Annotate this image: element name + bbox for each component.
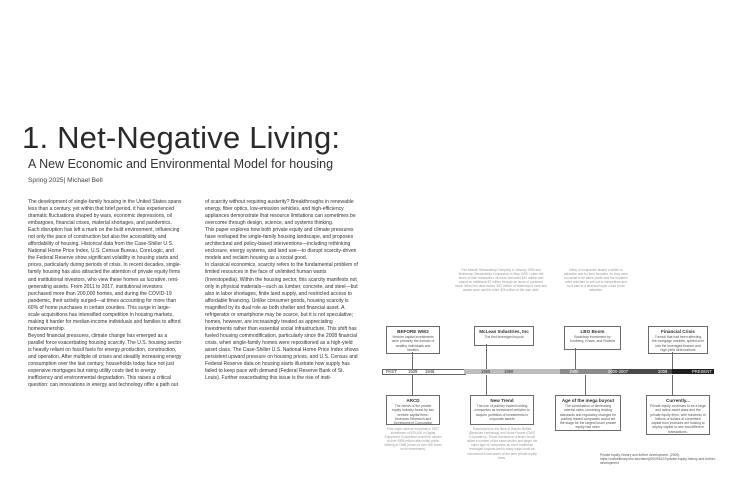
timeline-note: First major venture investment: 1957 investment of $70,000 in Digital Equipment Corporation would be valued at over $355 million after initial public offering in 1968 (return of over 500 times on its investment).: [384, 427, 442, 452]
timeline-note: Pan Atlantic Stewardship Company in January 1955 and Mckerman Stewardship Corporation in May 1955. Under the terms of their transaction, McLean borrowed $42 million and raised an additional $7 million through an issue of preferred stock. When the deal closed, $20 million of Waterman's cash and assets were used to retire $25 million of the loan debt.: [455, 268, 547, 293]
page-subtitle: A New Economic and Environmental Model for housing: [28, 157, 334, 171]
timeline-event-new-trend: [470, 395, 534, 425]
timeline-label-1960: 1960: [504, 369, 514, 374]
connector-line: [412, 375, 413, 395]
connector-line: [585, 375, 586, 395]
paragraph: This paper explores how both private equity and climate pressures have reshaped the single-family housing landscape, and proposes architectural and policy-based interventions—including rethinking enclosure, energy systems, and land use—to disrupt scarcity-driven models and reclaim housing as a social good.: [205, 227, 357, 262]
event-description: Turmoil that had been affecting the mortgage markets, spilled over into the leveraged finance and high-yield debt markets: [652, 335, 705, 352]
connector-line: [486, 375, 487, 395]
timeline-event-mclean: [474, 326, 534, 346]
event-title: BEFORE WW2: [397, 329, 429, 334]
timeline-note: Many of companies lacked a stable or attractive and for their founders, so they were too small to be taken public and the founders were reluctant to sell out to competitors and so a sale to a financial buyer could prove attractive.: [564, 268, 628, 293]
connector-line: [672, 375, 673, 395]
connector-line: [672, 352, 673, 369]
timeline-event-financial-crisis: [648, 326, 708, 354]
event-title: Currently...: [666, 398, 690, 403]
paragraph: Beyond financial pressures, climate change has emerged as a parallel force exacerbating housing scarcity. The U.S. housing sector is heavily reliant on fossil fuels for energy production, construction, and operation. After multiple oil crises and steadily increasing energy consumption over the last century, households today face not just expensive mortgages but rising utility costs tied to energy inefficiency and environmental degradation. This raises a critical question: can innovations in energy and technology offer a path out: [28, 332, 182, 389]
timeline-bar-segment: [560, 369, 612, 374]
event-title: Age of the mega buyout: [561, 398, 615, 403]
timeline-label-1939: 1939: [408, 369, 418, 374]
timeline-label-2008: 2008: [658, 369, 668, 374]
event-description: The combination of decreasing interest rates, loosening lending standards and regulatory changes for publicly traded companies would set the stage for the largest boom private equity had seen.: [559, 404, 617, 430]
event-description: The first leveraged buyout: [484, 335, 524, 339]
timeline-label-1946: 1946: [425, 369, 435, 374]
paragraph: of scarcity without requiring austerity? Breakthroughs in renewable energy, fiber optics, low-emission vehicles, and high-efficiency appliances demonstrate that resource limitations can sometimes be overcome through design, science, and systems thinking.: [205, 199, 356, 227]
paragraph: The development of single-family housing in the United States spans less than a century, yet within that brief period, it has experienced dramatic fluctuations shaped by wars, economic depressions, oil embargoes, financial crises, material shortages, and pandemics. Each disruption has left a mark on the built environment, influencing not only the pace of construction but also the accessibility and affordability of housing. Historical data from the Case-Shiller U.S. National Home Price Index, U.S. Census Bureau, CoreLogic, and the Federal Reserve show significant volatility in housing starts and prices, particularly during periods of crisis. In recent decades, single-family housing has also attracted the attention of private equity firms and institutional investors, who view these homes as lucrative, rent-generating assets. From 2011 to 2017, institutional investors purchased more than 200,000 homes, and during the COVID-19 pandemic, their activity surged—at times accounting for more than 60% of home purchases in certain counties. This surge in large-scale acquisitions has intensified competition in housing markets, making it harder for median-income individuals and families to afford homeownership.: [28, 199, 182, 332]
event-title: McLean Industries, Inc: [479, 329, 529, 334]
timeline-label-1955: 1955: [481, 369, 491, 374]
timeline-label-past: PAST: [386, 369, 397, 374]
timeline-note: Popularized by the likes of Warren Buffett (Berkshire Hathaway) and Victor Posner (DWG Corporation). These investment vehicles would utilize a number of the same tactics and target the same type of companies as more traditional leveraged buyouts and in many ways could be considered a forerunner of the later private equity firms.: [466, 427, 538, 460]
event-title: New Trend: [490, 398, 514, 403]
connector-line: [486, 344, 487, 369]
timeline-label-1980: 1980: [569, 369, 579, 374]
figure-citation: Private equity, history and further development. (2009). https://onlinelibrary.hbs.edu/item/jl/2009/6122/private-equity-history-and-further-development: [600, 453, 716, 466]
page-title: 1. Net-Negative Living:: [22, 120, 341, 155]
timeline-event-mega-buyout: [555, 395, 621, 431]
paragraph: In classical economics, scarcity refers to the fundamental problem of limited resources in the face of unlimited human wants (Investopedia). Within the housing sector, this scarcity manifests not only in physical materials—such as lumber, concrete, and steel—but also in labor shortages, finite land supply, and restricted access to affordable financing. Unlike consumer goods, housing scarcity is magnified by its dual role as both shelter and financial asset. A refrigerator or smartphone may be scarce, but it is not speculative; homes, however, are increasingly treated as appreciating investments rather than essential social infrastructure. This shift has fueled housing commodification, particularly since the 2008 financial crisis, when single-family homes were repositioned as a high-yield asset class. The Case-Shiller U.S. National Home Price Index shows persistent upward pressure on housing prices, and U.S. Census and Federal Reserve data on housing starts illustrate how supply has failed to keep pace with demand (Federal Reserve Bank of St. Louis). Further exacerbating this issue is the rise of insti-: [205, 262, 359, 382]
event-description: Private equity continues to be a large and active asset class and the private equity firms, with hundreds of billions of dollars of committed capital from investors are looking to deploy capital in new and different transactions.: [650, 404, 706, 434]
event-title: Financial Crisis: [661, 329, 695, 334]
timeline-event-arcd: [386, 395, 440, 425]
timeline-event-lbo-boom: [564, 326, 621, 350]
event-description: Venture capital investments were primarily the domain of wealthy individuals and families: [391, 335, 435, 352]
byline: Spring 2025| Michael Bell: [28, 177, 103, 184]
connector-line: [412, 352, 413, 369]
timeline-event-before-ww2: [386, 326, 440, 354]
event-description: The use of publicly traded holding companies as investment vehicles to acquire portfolios of investments in corporate assets: [474, 404, 530, 421]
event-description: The needs of the private equity industry found by two venture capital firms: American Research and Development Corporation: [391, 404, 435, 426]
body-column-1: [28, 199, 182, 389]
timeline-label-2000-2007: 2000-2007: [608, 369, 629, 374]
connector-line: [575, 348, 576, 369]
timeline-event-currently: [646, 395, 710, 435]
timeline-label-present: PRESENT: [692, 369, 712, 374]
event-title: ARCD: [406, 398, 420, 403]
event-description: Bootstrap investment by Kohlberg, Kravis, and Roberts: [569, 335, 616, 344]
event-title: LBO Boom: [580, 329, 605, 334]
body-column-2: [205, 199, 359, 382]
